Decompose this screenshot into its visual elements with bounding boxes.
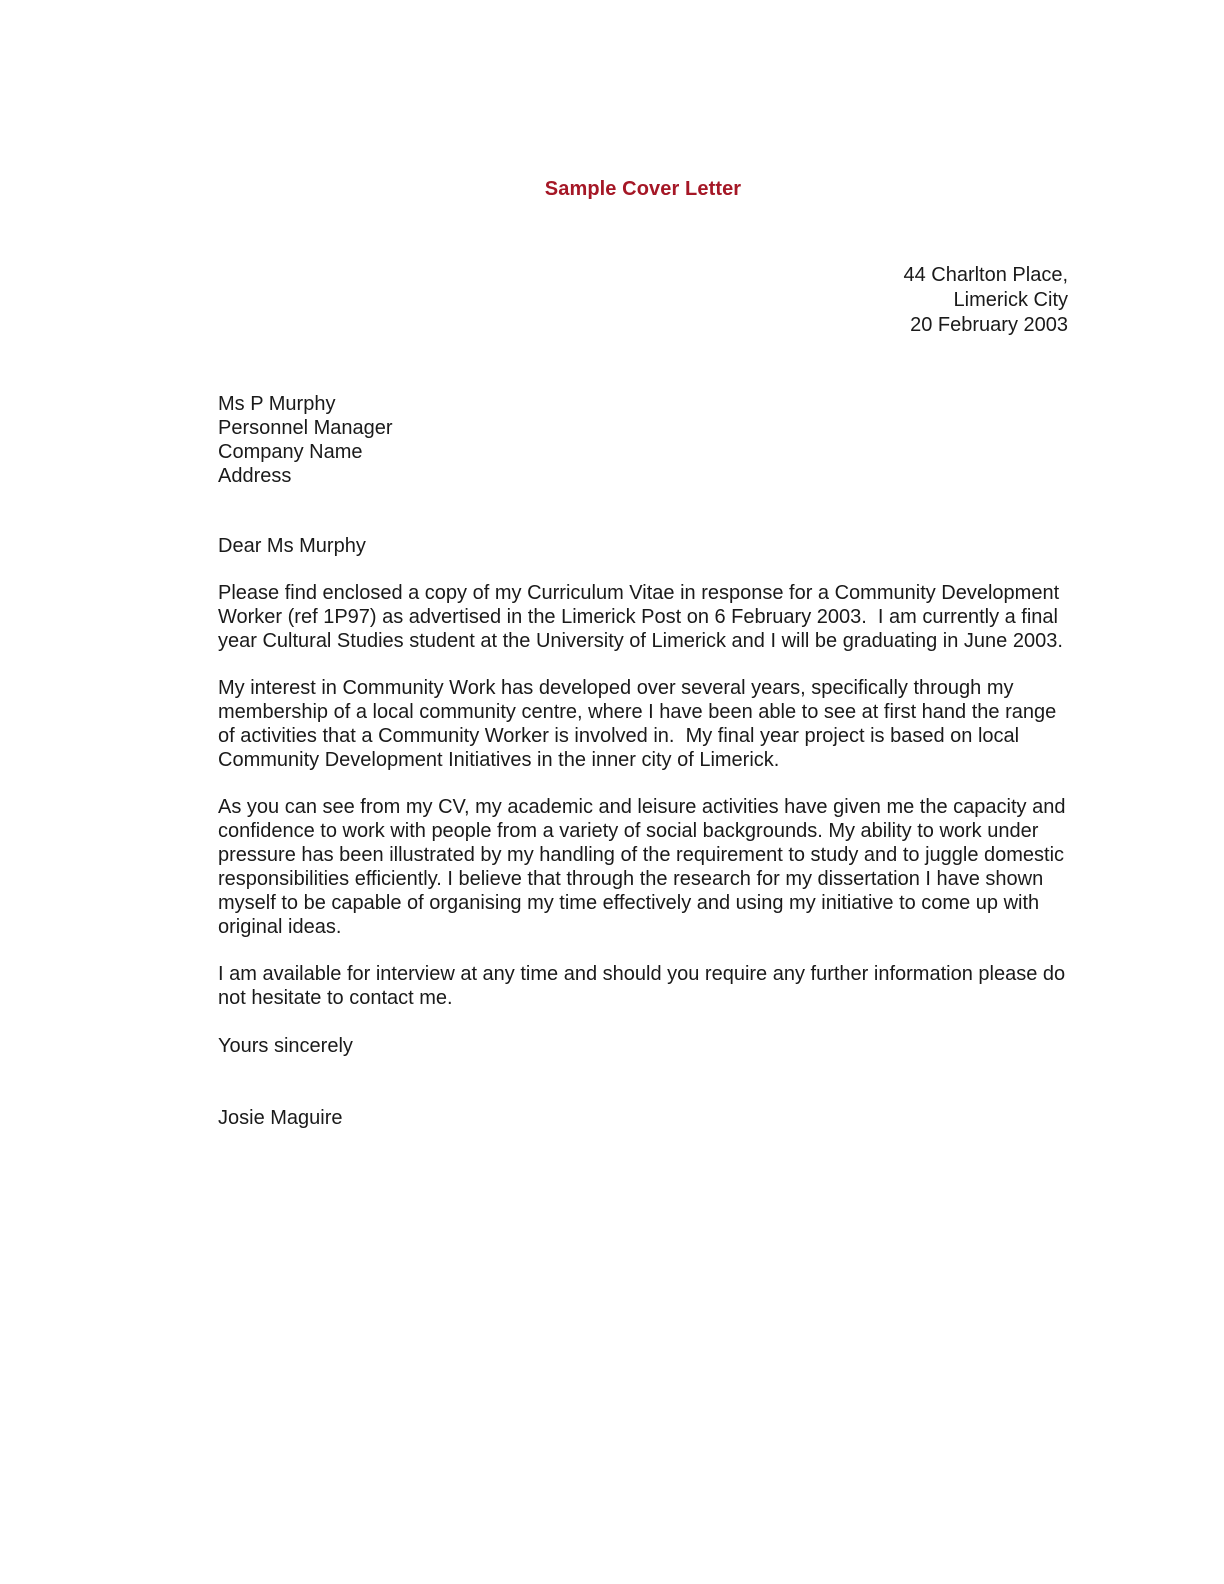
salutation: Dear Ms Murphy <box>218 535 366 557</box>
body-paragraph-4: I am available for interview at any time and should you require any further information please do not hesitate to contact me. <box>218 963 1071 1009</box>
recipient-company: Company Name <box>218 441 363 463</box>
page-title: Sample Cover Letter <box>544 178 742 200</box>
signature-name: Josie Maguire <box>218 1107 343 1129</box>
recipient-name: Ms P Murphy <box>218 393 336 415</box>
recipient-address-block <box>218 392 1068 488</box>
recipient-address: Address <box>218 465 292 487</box>
recipient-job-title: Personnel Manager <box>218 417 393 439</box>
letter-content <box>218 0 1072 1150</box>
sender-address-line-1: 44 Charlton Place, <box>903 264 1068 286</box>
sender-address-line-2: Limerick City <box>953 289 1068 311</box>
sender-date-line: 20 February 2003 <box>910 314 1068 336</box>
body-paragraph-2: My interest in Community Work has developed over several years, specifically through my membership of a local community centre, where I have been able to see at first hand the range of activities that a Community Worker is involved in. My final year project is based on local Community Development Initiatives in the inner city of Limerick. <box>218 677 1062 771</box>
closing-salutation: Yours sincerely <box>218 1035 353 1057</box>
body-paragraph-1: Please find enclosed a copy of my Curriculum Vitae in response for a Community Development Worker (ref 1P97) as advertised in the Limerick Post on 6 February 2003. I am currently a final year Cultural Studies student at the University of Limerick and I will be graduating in June 2003. <box>218 582 1065 652</box>
sender-address-block <box>218 263 1068 338</box>
body-paragraph-3: As you can see from my CV, my academic and leisure activities have given me the capacity and confidence to work with people from a variety of social backgrounds. My ability to work under pressure has been illustrated by my handling of the requirement to study and to juggle domestic responsibilities efficiently. I believe that through the research for my dissertation I have shown myself to be capable of organising my time effectively and using my initiative to come up with original ideas. <box>218 796 1072 938</box>
